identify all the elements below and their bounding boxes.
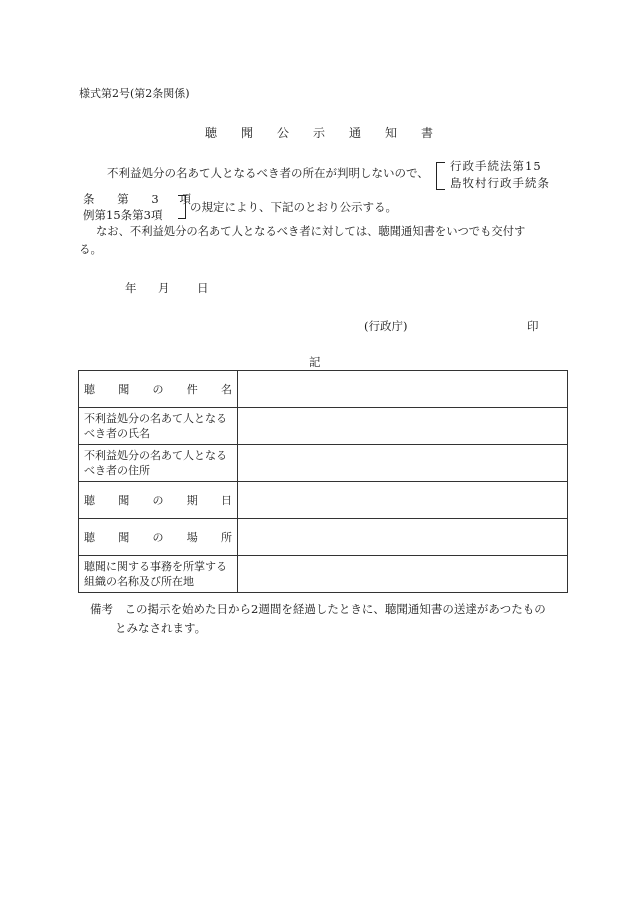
table-row (79, 556, 568, 593)
row-label (79, 445, 238, 482)
body-note-line-1: なお、不利益処分の名あて人となるべき者に対しては、聴聞通知書をいつでも交付す (96, 225, 526, 238)
bracket-word-1: 条 (83, 192, 95, 206)
row-value (238, 371, 568, 408)
form-number-label: 様式第2号(第2条関係) (79, 87, 190, 100)
row-label (79, 482, 238, 519)
bracket-left-line-2: 例第15条第3項 (83, 208, 163, 222)
bracket-right-line-1: 行政手続法第15 (450, 159, 542, 173)
details-table (78, 370, 568, 593)
bracket-close (178, 195, 186, 219)
row-label-text: 聴聞に関する事務を所掌する組織の名称及び所在地 (84, 560, 227, 588)
row-label-text: 聴 聞 の 場 所 (84, 530, 232, 544)
date-year: 年 (125, 281, 137, 295)
issuer-label: (行政庁) (364, 319, 408, 333)
table-row (79, 519, 568, 556)
table-row (79, 445, 568, 482)
row-value (238, 408, 568, 445)
table-row (79, 371, 568, 408)
bracket-right-line-2: 島牧村行政手続条 (450, 176, 550, 190)
row-label (79, 519, 238, 556)
bracket-open (436, 162, 445, 190)
date-month: 月 (158, 281, 170, 295)
row-label (79, 371, 238, 408)
remark-line-2: とみなされます。 (115, 621, 207, 635)
body-after-bracket: の規定により、下記のとおり公示する。 (190, 200, 397, 214)
row-label-text: 不利益処分の名あて人となるべき者の住所 (84, 449, 227, 477)
body-line-1: 不利益処分の名あて人となるべき者の所在が判明しないので、 (107, 166, 429, 180)
bracket-word-4: 項 (179, 192, 191, 206)
body-note-line-2: る。 (79, 242, 102, 256)
seal-mark: 印 (527, 319, 539, 333)
row-label-text: 聴 聞 の 件 名 (84, 382, 232, 396)
date-day: 日 (197, 281, 209, 295)
row-value (238, 445, 568, 482)
row-value (238, 482, 568, 519)
row-value (238, 556, 568, 593)
bracket-word-2: 第 (117, 192, 129, 206)
remark-line-1: 備考 この掲示を始めた日から2週間を経過したときに、聴聞通知書の送達があつたもの (90, 602, 546, 616)
row-label-text: 不利益処分の名あて人となるべき者の氏名 (84, 412, 227, 440)
row-label (79, 556, 238, 593)
table-row (79, 408, 568, 445)
bracket-left-line-1 (83, 191, 191, 207)
ki-heading: 記 (309, 355, 321, 369)
row-label-text: 聴 聞 の 期 日 (84, 493, 232, 507)
row-value (238, 519, 568, 556)
table-row (79, 482, 568, 519)
bracket-word-3: 3 (151, 192, 159, 206)
document-title: 聴聞公示通知書 (205, 126, 458, 140)
row-label (79, 408, 238, 445)
